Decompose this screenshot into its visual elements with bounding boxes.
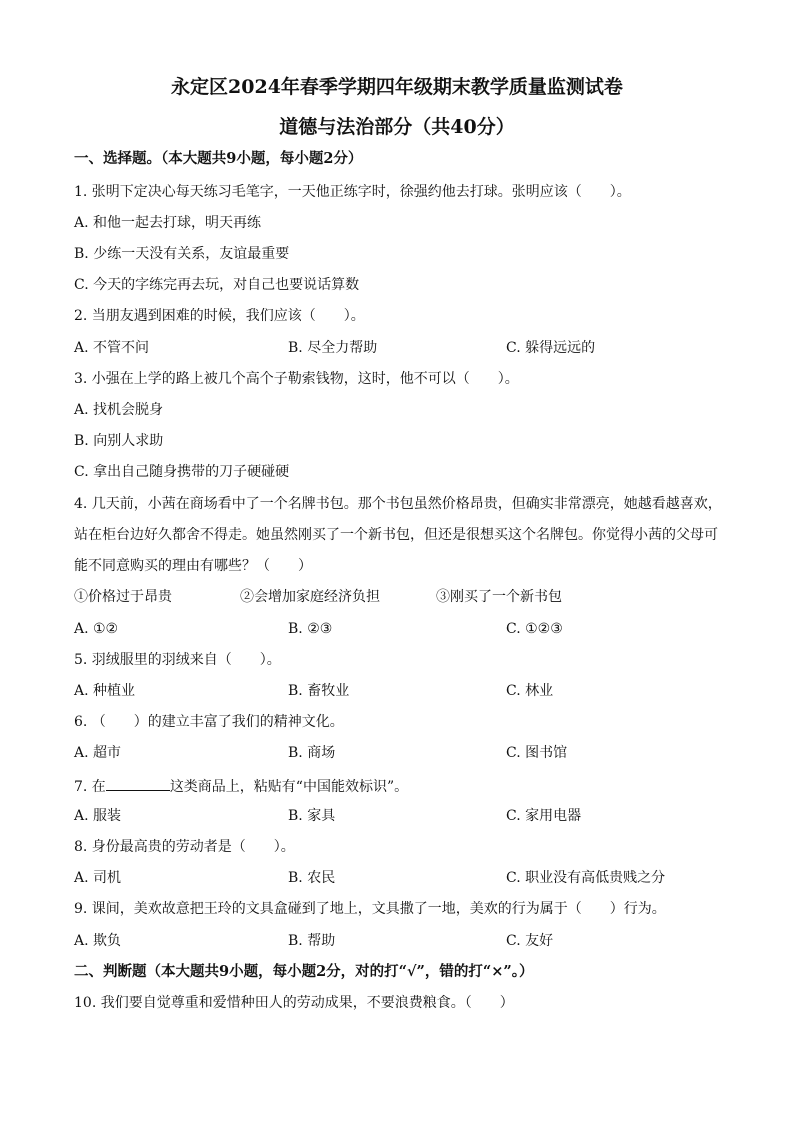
question-8-option-b: B. 农民 (288, 870, 336, 886)
question-2-stem: 2. 当朋友遇到困难的时候，我们应该（ ）。 (74, 308, 365, 324)
question-1-option-b: B. 少练一天没有关系，友谊最重要 (74, 246, 290, 262)
question-2-option-a: A. 不管不问 (74, 340, 150, 356)
question-4-reasons (74, 588, 734, 606)
question-9-option-a: A. 欺负 (74, 933, 122, 949)
question-4-option-c: C. ①②③ (506, 621, 563, 637)
question-5-option-a: A. 种植业 (74, 683, 136, 699)
question-4-stem-line-2: 站在柜台边好久都舍不得走。她虽然刚买了一个新书包，但还是很想买这个名牌包。你觉得小茜的父母可 (74, 527, 718, 543)
exam-subtitle: 道德与法治部分（共40分） (279, 116, 515, 138)
section-judge-heading: 二、判断题（本大题共9小题，每小题2分，对的打“√”，错的打“×”。） (74, 963, 534, 980)
question-9-option-b: B. 帮助 (288, 933, 336, 949)
question-3-option-c: C. 拿出自己随身携带的刀子硬碰硬 (74, 464, 290, 480)
question-8-options (74, 869, 734, 887)
question-1-option-c: C. 今天的字练完再去玩，对自己也要说话算数 (74, 277, 360, 293)
question-4-stem-line-3: 能不同意购买的理由有哪些？（ ） (74, 558, 312, 574)
question-6-option-b: B. 商场 (288, 745, 336, 761)
question-7-option-a: A. 服装 (74, 808, 122, 824)
section-choice-heading: 一、选择题。（本大题共9小题，每小题2分） (74, 150, 363, 167)
question-7-options (74, 807, 734, 825)
question-6-option-a: A. 超市 (74, 745, 122, 761)
question-4-reason-2: ②会增加家庭经济负担 (240, 589, 380, 605)
question-1-stem: 1. 张明下定决心每天练习毛笔字，一天他正练字时，徐强约他去打球。张明应该（ ）。 (74, 184, 631, 200)
question-6-options (74, 744, 734, 762)
question-2-option-b: B. 尽全力帮助 (288, 340, 378, 356)
question-7-stem-prefix: 7. 在 (74, 779, 106, 795)
question-9-options (74, 932, 734, 950)
question-8-option-c: C. 职业没有高低贵贱之分 (506, 870, 666, 886)
question-9-option-c: C. 友好 (506, 933, 554, 949)
question-7-option-c: C. 家用电器 (506, 808, 582, 824)
question-3-option-a: A. 找机会脱身 (74, 402, 164, 418)
question-4-option-b: B. ②③ (288, 621, 333, 637)
question-1-option-a: A. 和他一起去打球，明天再练 (74, 215, 262, 231)
question-8-stem: 8. 身份最高贵的劳动者是（ ）。 (74, 839, 295, 855)
question-5-options (74, 682, 734, 700)
question-3-stem: 3. 小强在上学的路上被几个高个子勒索钱物，这时，他不可以（ ）。 (74, 371, 519, 387)
question-9-stem: 9. 课间，美欢故意把王玲的文具盒碰到了地上，文具撒了一地，美欢的行为属于（ ）行为。 (74, 901, 666, 917)
question-6-option-c: C. 图书馆 (506, 745, 568, 761)
question-8-option-a: A. 司机 (74, 870, 122, 886)
question-7-stem-suffix: 这类商品上，粘贴有“中国能效标识”。 (169, 779, 409, 795)
question-10-stem: 10. 我们要自觉尊重和爱惜种田人的劳动成果，不要浪费粮食。（ ） (74, 995, 514, 1011)
question-7-stem (74, 776, 408, 796)
question-5-option-b: B. 畜牧业 (288, 683, 350, 699)
question-5-stem: 5. 羽绒服里的羽绒来自（ ）。 (74, 652, 281, 668)
question-7-blank[interactable] (106, 776, 170, 791)
question-4-options (74, 620, 734, 638)
question-2-options (74, 339, 734, 357)
question-4-stem-line-1: 4. 几天前，小茜在商场看中了一个名牌书包。那个书包虽然价格昂贵，但确实非常漂亮，她越看越喜欢， (74, 496, 722, 512)
question-3-option-b: B. 向别人求助 (74, 433, 164, 449)
question-4-option-a: A. ①② (74, 621, 119, 637)
question-5-option-c: C. 林业 (506, 683, 554, 699)
question-2-option-c: C. 躲得远远的 (506, 340, 596, 356)
question-6-stem: 6. （ ）的建立丰富了我们的精神文化。 (74, 714, 344, 730)
exam-title: 永定区2024年春季学期四年级期末教学质量监测试卷 (171, 76, 623, 98)
question-4-reason-1: ①价格过于昂贵 (74, 589, 172, 605)
question-7-option-b: B. 家具 (288, 808, 336, 824)
question-4-reason-3: ③刚买了一个新书包 (436, 589, 562, 605)
